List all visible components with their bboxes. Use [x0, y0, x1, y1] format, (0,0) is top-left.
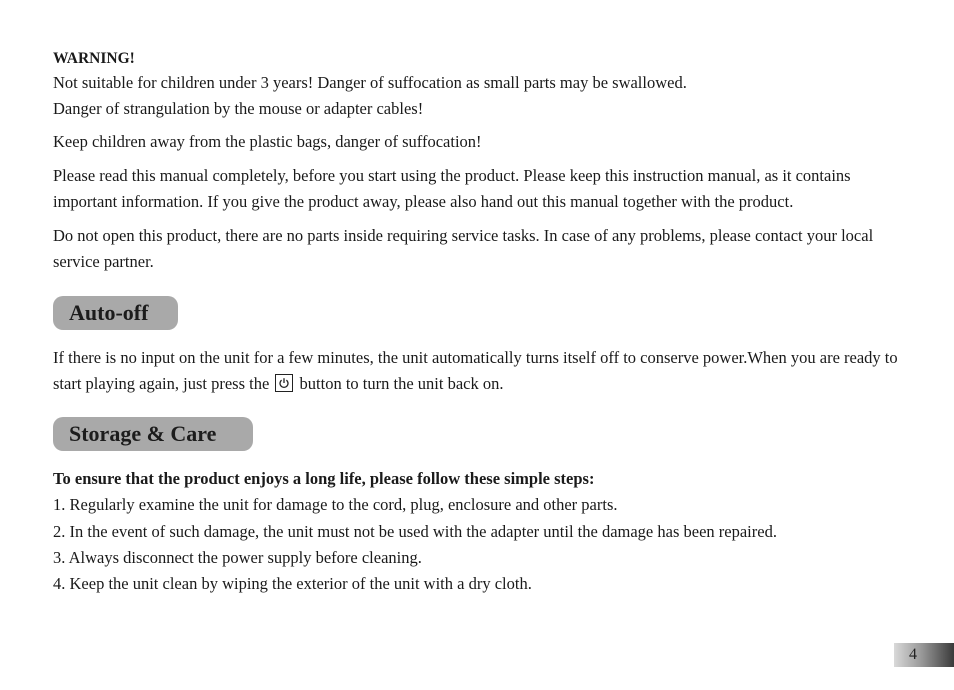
paragraph-do-not-open: Do not open this product, there are no parts inside requiring service tasks. In case of any problems, please contact your local service partner. — [53, 226, 874, 271]
section-heading-auto-off: Auto-off — [53, 296, 178, 330]
storage-intro: To ensure that the product enjoys a long life, please follow these simple steps: — [53, 469, 595, 488]
power-icon — [275, 374, 293, 392]
storage-step: 2. In the event of such damage, the unit must not be used with the adapter until the damage has been repaired. — [53, 522, 777, 541]
storage-step: 1. Regularly examine the unit for damage to the cord, plug, enclosure and other parts. — [53, 495, 618, 514]
auto-off-text — [53, 345, 913, 397]
storage-step: 3. Always disconnect the power supply before cleaning. — [53, 548, 422, 567]
warning-line: Danger of strangulation by the mouse or adapter cables! — [53, 99, 424, 118]
page-number: 4 — [894, 643, 954, 667]
auto-off-text-start: If there is no input on the unit for a few minutes, the unit automatically turns itself off to conserve power.When you are ready to start playing again, just press the — [53, 348, 898, 393]
paragraph-read-manual: Please read this manual completely, before you start using the product. Please keep this instruction manual, as it contains important information. If you give the product away, please also hand out this manual together with the product. — [53, 166, 851, 211]
storage-step: 4. Keep the unit clean by wiping the exterior of the unit with a dry cloth. — [53, 574, 532, 593]
warning-line: Not suitable for children under 3 years! Danger of suffocation as small parts may be swallowed. — [53, 73, 687, 92]
warning-title: WARNING! — [53, 50, 135, 67]
auto-off-text-end: button to turn the unit back on. — [299, 374, 504, 393]
manual-page — [53, 48, 913, 597]
section-heading-storage-care: Storage & Care — [53, 417, 253, 451]
paragraph-plastic-bags: Keep children away from the plastic bags, danger of suffocation! — [53, 132, 482, 151]
